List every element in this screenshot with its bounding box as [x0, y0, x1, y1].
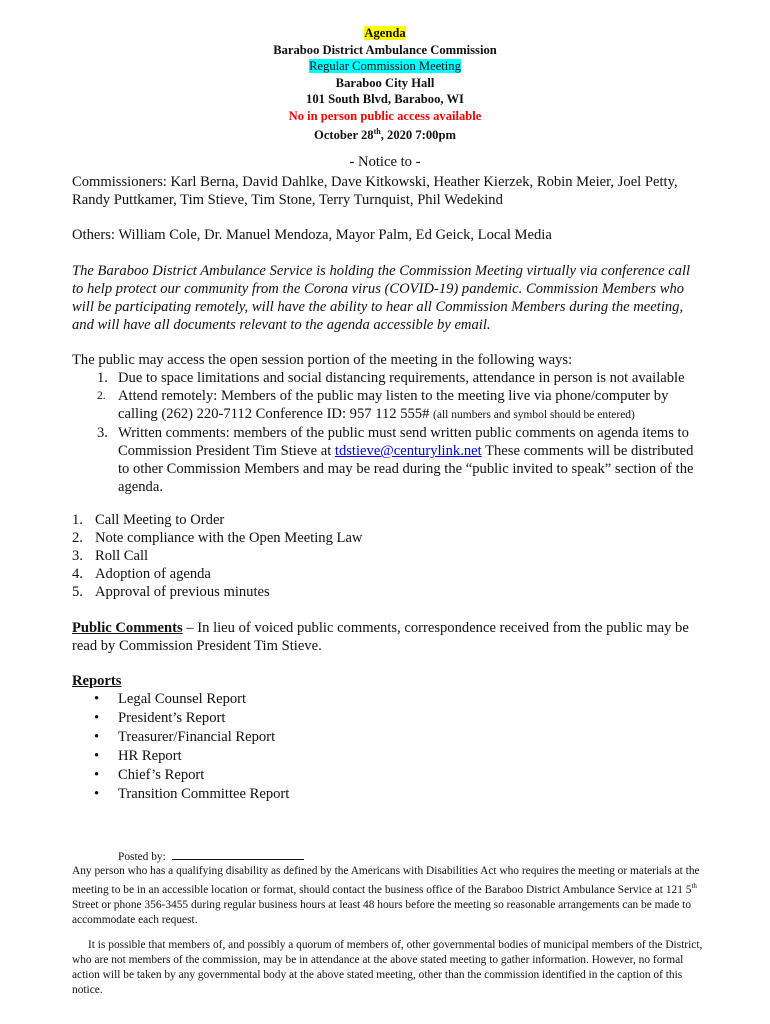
- agenda-item: 2. Note compliance with the Open Meeting Law: [72, 530, 363, 546]
- agenda-header: [0, 25, 770, 144]
- reports-list: [72, 690, 704, 804]
- posted-by-blank: [172, 849, 304, 860]
- access-way: 3. Written comments: members of the public must send written public comments on agenda items to Commission President Tim Stieve at tdstieve@centurylink.net These comments will be distributed to other Commission Members and may be read during the “public invited to speak” section of the agenda.: [97, 425, 694, 495]
- org-name: Baraboo District Ambulance Commission: [273, 42, 497, 57]
- posted-by: [72, 849, 704, 865]
- public-access-intro: The public may access the open session portion of the meeting in the following ways:: [72, 352, 573, 368]
- notice-heading: - Notice to -: [349, 154, 421, 170]
- virtual-statement: The Baraboo District Ambulance Service is holding the Commission Meeting virtually via conference call to help protect our community from the Corona virus (COVID-19) pandemic. Commission Members who will be participating remotely, will have the ability to hear all Commission Members during the meeting, and will have all documents relevant to the agenda accessible by email.: [72, 263, 691, 333]
- agenda-items: [72, 511, 704, 601]
- others-list: Others: William Cole, Dr. Manuel Mendoza, Mayor Palm, Ed Geick, Local Media: [72, 227, 552, 243]
- public-comments-title: Public Comments: [72, 620, 183, 636]
- email-link[interactable]: tdstieve@centurylink.net: [334, 443, 482, 459]
- report-item: • President’s Report: [94, 710, 226, 726]
- agenda-item: 5. Approval of previous minutes: [72, 584, 270, 600]
- agenda-title: Agenda: [364, 26, 406, 40]
- meeting-location: Baraboo City Hall: [335, 75, 435, 90]
- meeting-address: 101 South Blvd, Baraboo, WI: [306, 92, 464, 106]
- agenda-item: 4. Adoption of agenda: [72, 566, 211, 582]
- ada-notice: Any person who has a qualifying disability as defined by the Americans with Disabilities Act who requires the meeting or materials at the meeting to be in an accessible location or format, should contact the business office of the Baraboo District Ambulance Service at 121 5th Street or phone 356-3455 during regular business hours at least 48 hours before the meeting so reasonable arrangements can be made to accommodate each request.: [72, 865, 700, 926]
- agenda-item: 3. Roll Call: [72, 548, 149, 564]
- public-access-section: [72, 351, 704, 496]
- report-item: • Chief’s Report: [94, 767, 205, 783]
- commissioners-list: Commissioners: Karl Berna, David Dahlke, Dave Kitkowski, Heather Kierzek, Robin Meier, Joel Petty, Randy Puttkamer, Tim Stieve, Tim Stone, Terry Turnquist, Phil Wedekind: [72, 174, 678, 208]
- meeting-type: Regular Commission Meeting: [309, 59, 461, 73]
- access-way: 1. Due to space limitations and social distancing requirements, attendance in person is not available: [97, 370, 685, 386]
- public-comments-text: – In lieu of voiced public comments, correspondence received from the public may be read by Commission President Tim Stieve.: [72, 620, 689, 654]
- report-item: • HR Report: [94, 748, 182, 764]
- report-item: • Legal Counsel Report: [94, 691, 247, 707]
- access-way: 2. Attend remotely: Members of the public may listen to the meeting live via phone/computer by calling (262) 220-7112 Conference ID: 957 112 555# (all numbers and symbol should be entered): [97, 388, 669, 422]
- agenda-item: 1. Call Meeting to Order: [72, 512, 225, 528]
- posted-by-label: Posted by:: [118, 851, 166, 863]
- report-item: • Treasurer/Financial Report: [94, 729, 276, 745]
- public-access-list: [72, 369, 704, 496]
- reports-section: [72, 672, 704, 804]
- public-comments: [72, 619, 704, 655]
- meeting-date: October 28th, 2020 7:00pm: [314, 127, 456, 143]
- access-note: No in person public access available: [288, 108, 482, 123]
- report-item: • Transition Committee Report: [94, 786, 290, 802]
- reports-title: Reports: [72, 673, 122, 689]
- quorum-notice: It is possible that members of, and possibly a quorum of members of, other governmental bodies of municipal members of the District, who are not members of the commission, may be in attendance at the above stated meeting to gather information. However, no formal action will be taken by any governmental body at the above stated meeting, other than the commission identified in the caption of this notice.: [72, 939, 703, 996]
